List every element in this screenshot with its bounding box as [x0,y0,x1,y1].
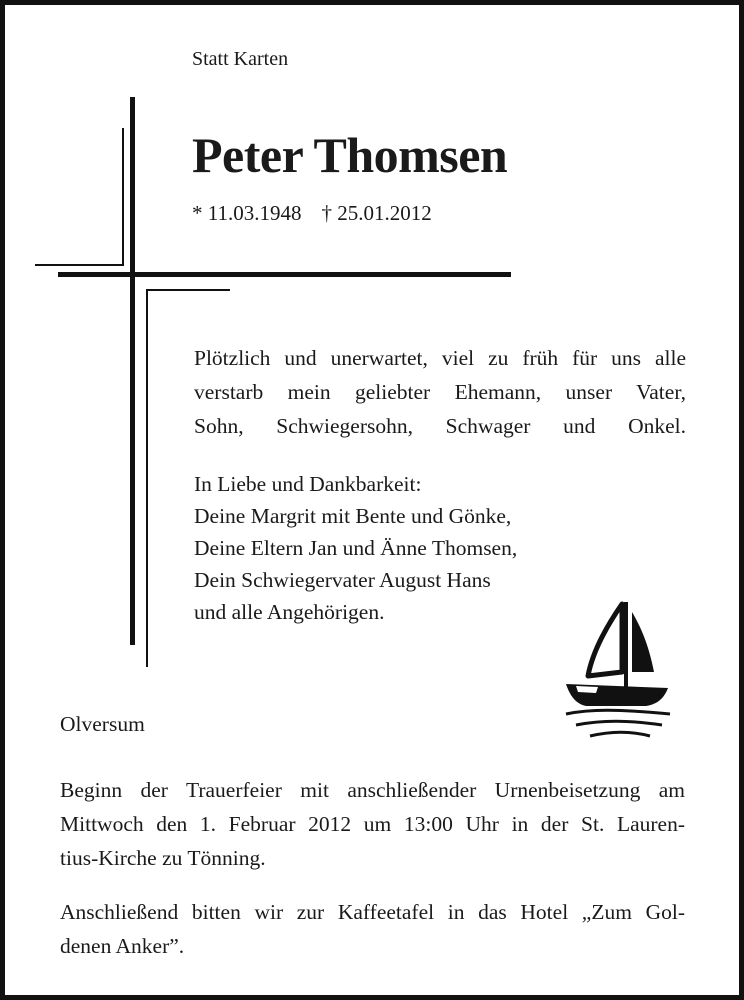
ceremony-line: Mittwoch den 1. Februar 2012 um 13:00 Uhr in der St. Lauren- [60,812,685,836]
family-line: Deine Eltern Jan und Änne Thomsen, [194,536,518,560]
cross-horizontal-bar [58,272,511,277]
family-line: In Liebe und Dankbarkeit: [194,472,422,496]
family-line: Deine Margrit mit Bente und Gönke, [194,504,512,528]
preamble: Statt Karten [192,48,289,70]
ceremony-line: Beginn der Trauerfeier mit anschließender Urnenbeisetzung am [60,778,685,802]
reception-line: Anschließend bitten wir zur Kaffeetafel in das Hotel „Zum Gol- [60,900,685,924]
cross-shadow-upper-horizontal [35,264,124,266]
reception-details [60,895,685,963]
ceremony-details [60,773,685,875]
birth-date: * 11.03.1948 [192,201,302,225]
town-name: Olversum [60,712,145,736]
message-line: Sohn, Schwiegersohn, Schwager und Onkel. [194,414,686,438]
cross-shadow-upper-vertical [122,128,124,266]
message-line: Plötzlich und unerwartet, viel zu früh für uns alle [194,346,686,370]
family-line: und alle Angehörigen. [194,600,385,624]
death-date: † 25.01.2012 [321,201,432,225]
deceased-name: Peter Thomsen [192,127,508,183]
family-line: Dein Schwiegervater August Hans [194,568,491,592]
cross-shadow-lower-vertical [146,289,148,667]
ceremony-line: tius-Kirche zu Tönning. [60,846,266,870]
sailboat-icon [562,596,674,742]
reception-line: denen Anker”. [60,934,185,958]
cross-shadow-lower-horizontal [146,289,230,291]
life-dates [192,201,432,226]
message-line: verstarb mein geliebter Ehemann, unser Vater, [194,380,686,404]
cross-vertical-bar [130,97,135,645]
obituary-message [194,341,686,443]
